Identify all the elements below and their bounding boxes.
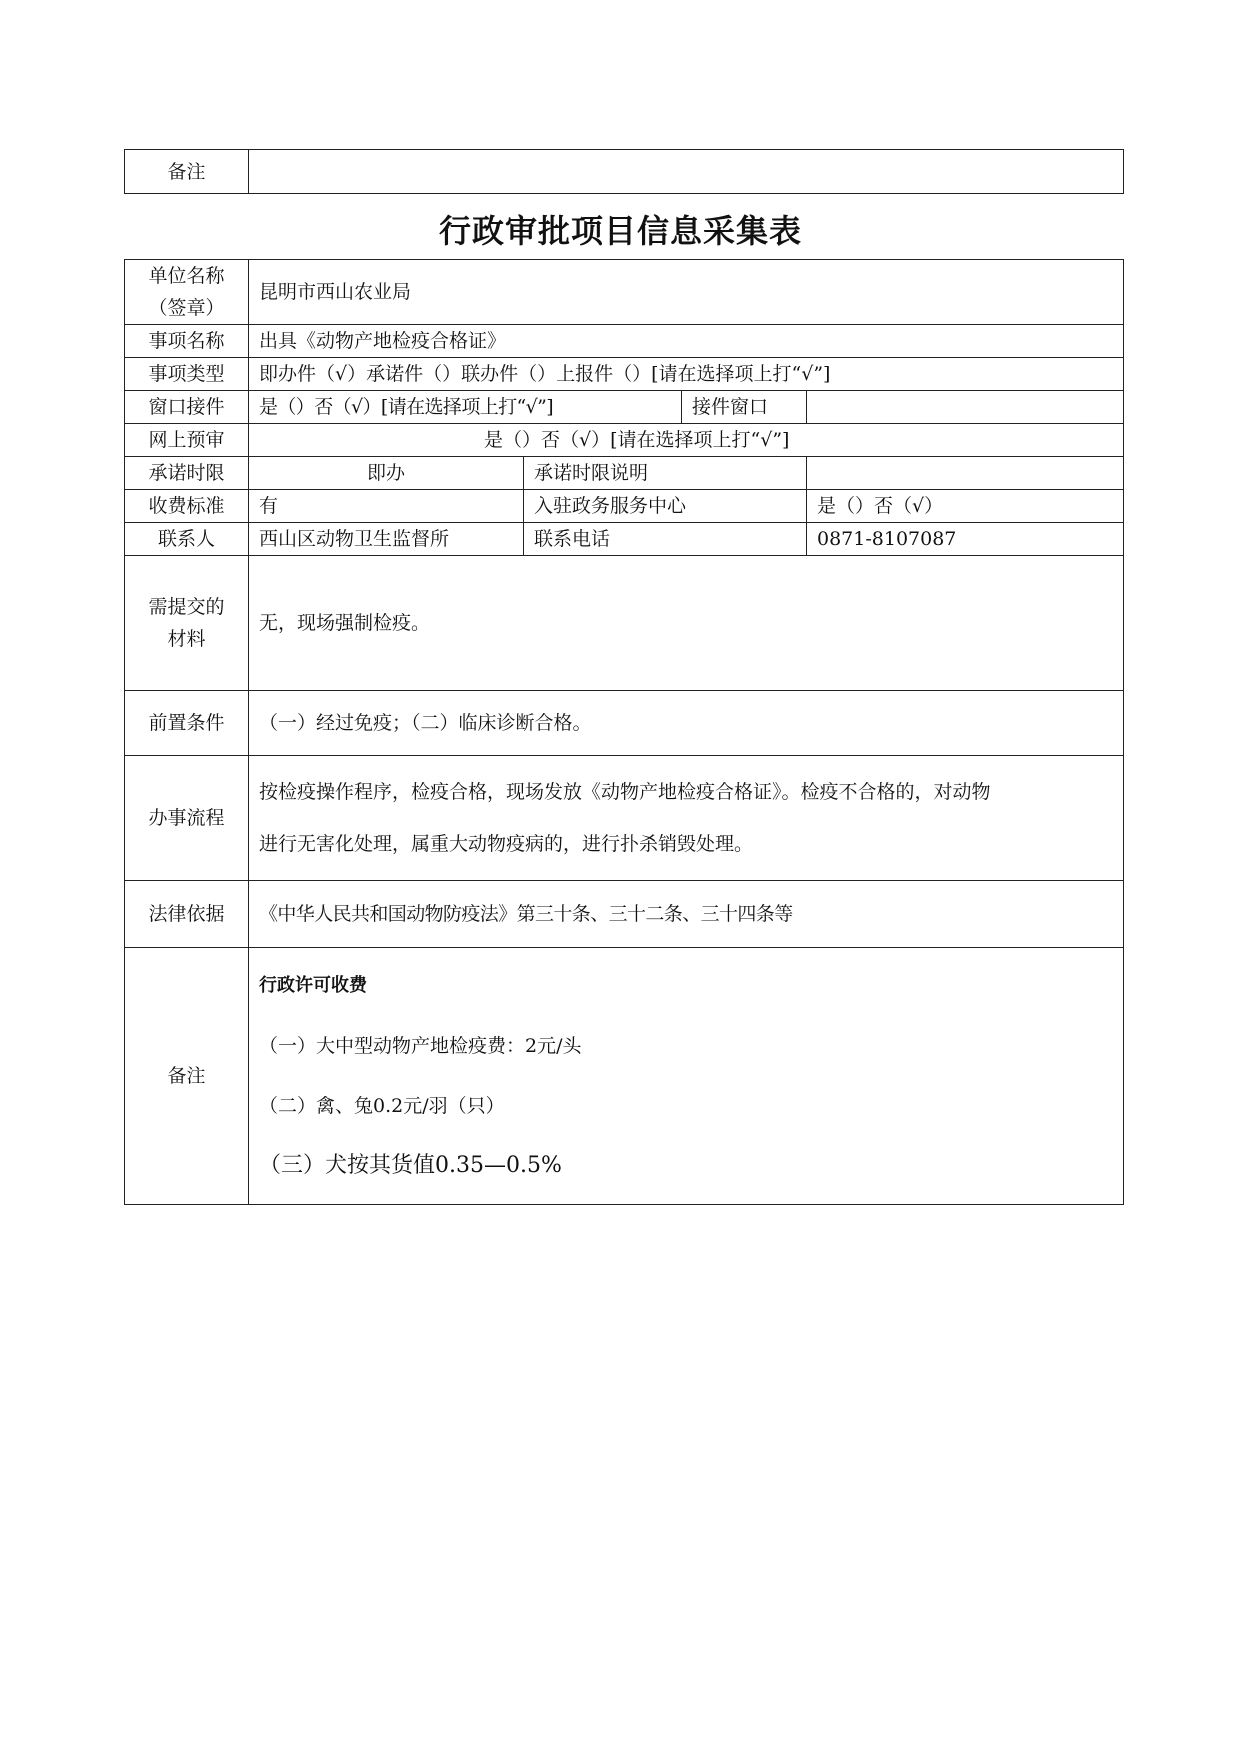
law-label: 法律依据: [125, 881, 249, 948]
precondition-label: 前置条件: [125, 691, 249, 756]
top-note-table: [124, 149, 1124, 194]
unit-label-line2: （签章）: [148, 297, 225, 319]
phone-value: 0871-8107087: [807, 523, 1124, 556]
note-value: [249, 948, 1124, 1205]
row-materials: [125, 556, 1124, 691]
phone-label: 联系电话: [524, 523, 807, 556]
row-note: [125, 948, 1124, 1205]
precondition-value: （一）经过免疫；（二）临床诊断合格。: [249, 691, 1124, 756]
fee-label: 收费标准: [125, 490, 249, 523]
process-line1: 按检疫操作程序，检疫合格，现场发放《动物产地检疫合格证》。检疫不合格的，对动物: [259, 781, 991, 803]
note-item-3: （三）犬按其货值0.35—0.5%: [259, 1153, 562, 1178]
row-item-type: [125, 358, 1124, 391]
top-note-row: [125, 150, 1124, 194]
promise-label2: 承诺时限说明: [524, 457, 807, 490]
fee-label2: 入驻政务服务中心: [524, 490, 807, 523]
process-line2: 进行无害化处理，属重大动物疫病的，进行扑杀销毁处理。: [259, 833, 754, 855]
fee-value: 有: [249, 490, 524, 523]
row-process: [125, 756, 1124, 881]
unit-label: [125, 260, 249, 325]
note-item-1: （一）大中型动物产地检疫费：2元/头: [259, 1035, 582, 1057]
note-label: 备注: [125, 948, 249, 1205]
item-type-value: 即办件（√）承诺件（）联办件（）上报件（）[请在选择项上打“√”]: [249, 358, 1124, 391]
item-type-label: 事项类型: [125, 358, 249, 391]
row-item-name: [125, 325, 1124, 358]
note-item-2: （二）禽、兔0.2元/羽（只）: [259, 1095, 505, 1117]
window-label: 窗口接件: [125, 391, 249, 424]
item-name-label: 事项名称: [125, 325, 249, 358]
row-fee: [125, 490, 1124, 523]
contact-label: 联系人: [125, 523, 249, 556]
row-window: [125, 391, 1124, 424]
window-value: 是（）否（√）[请在选择项上打“√”]: [249, 391, 682, 424]
page-title: 行政审批项目信息采集表: [438, 212, 802, 250]
promise-value2: [807, 457, 1124, 490]
materials-label-line1: 需提交的: [148, 596, 225, 618]
info-table: [124, 259, 1124, 1205]
item-name-value: 出具《动物产地检疫合格证》: [249, 325, 1124, 358]
process-label: 办事流程: [125, 756, 249, 881]
materials-label: [125, 556, 249, 691]
window-label2: 接件窗口: [682, 391, 807, 424]
promise-value: 即办: [249, 457, 524, 490]
promise-label: 承诺时限: [125, 457, 249, 490]
row-online: [125, 424, 1124, 457]
online-label: 网上预审: [125, 424, 249, 457]
row-precondition: [125, 691, 1124, 756]
fee-value2: 是（）否（√）: [807, 490, 1124, 523]
unit-label-line1: 单位名称: [148, 265, 225, 287]
law-value: 《中华人民共和国动物防疫法》第三十条、三十二条、三十四条等: [249, 881, 1124, 948]
row-law: [125, 881, 1124, 948]
row-contact: [125, 523, 1124, 556]
row-unit: [125, 260, 1124, 325]
row-promise: [125, 457, 1124, 490]
materials-label-line2: 材料: [167, 628, 206, 650]
top-note-label: 备注: [125, 150, 249, 194]
process-value: [249, 756, 1124, 881]
online-value: 是（）否（√）[请在选择项上打“√”]: [249, 424, 1124, 457]
top-note-value: [249, 150, 1124, 194]
contact-value: 西山区动物卫生监督所: [249, 523, 524, 556]
unit-value: 昆明市西山农业局: [249, 260, 1124, 325]
materials-value: 无，现场强制检疫。: [249, 556, 1124, 691]
note-heading: 行政许可收费: [259, 975, 367, 996]
window-value2: [807, 391, 1124, 424]
